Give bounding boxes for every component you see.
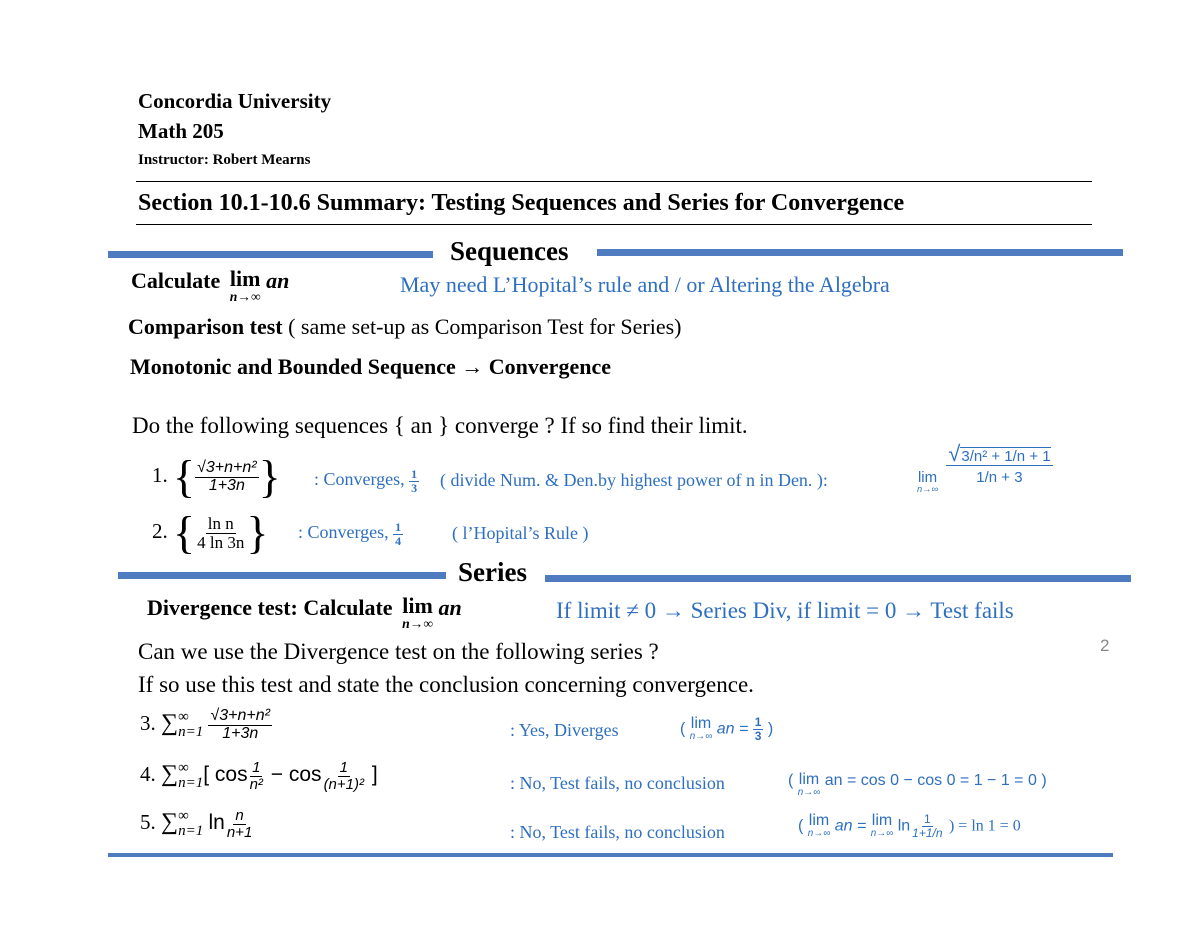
div-lim-word: lim: [402, 593, 433, 618]
item-4-sub: n=1: [178, 775, 204, 792]
item-3-fraction: [208, 708, 272, 743]
item-5-lim2-word: lim: [871, 812, 893, 829]
a-n: an: [266, 268, 290, 293]
item-3-lim-word: lim: [690, 715, 712, 732]
item-2-fraction: [195, 515, 246, 552]
item-3-numerator: √3+n+n²: [210, 707, 270, 724]
item-5-detail-num: 1: [923, 812, 931, 826]
lim-word: lim: [229, 266, 261, 291]
item-5-lim-sub: n→∞: [807, 828, 831, 839]
section-title: Section 10.1-10.6 Summary: Testing Sequences and Series for Convergence: [138, 190, 905, 216]
item-5-detail-den: 1+1/n: [912, 825, 943, 840]
right-brace-icon: }: [246, 507, 269, 558]
item-1-note: ( divide Num. & Den.by highest power of n in Den. ):: [440, 470, 828, 490]
item-4-f2-num: 1: [339, 759, 348, 776]
lim-subscript: n→∞: [229, 289, 261, 304]
calculate-line: [131, 268, 289, 304]
item-1-ans-num: 1: [411, 467, 418, 481]
sigma-icon: ∑: [161, 710, 179, 737]
course-name: Math 205: [138, 119, 224, 143]
item-3-detail-den: 3: [754, 728, 762, 743]
item-4-sup: ∞: [178, 760, 189, 777]
item-4-limits: [178, 761, 203, 791]
item-5-lim-word: lim: [808, 812, 830, 829]
item-1-lim-word: lim: [917, 469, 938, 486]
item-4-number: 4.: [140, 762, 156, 787]
item-1-lim-sub: n→∞: [917, 484, 939, 494]
series-heading: Series: [458, 557, 527, 587]
item-5-mid: an =: [834, 817, 871, 835]
header-rule-top: [136, 181, 1092, 182]
item-1-fraction: [195, 460, 259, 495]
item-3-detail-frac: [753, 716, 764, 742]
sequences-question: Do the following sequences { an } converge ? If so find their limit.: [132, 413, 748, 438]
sequences-bar-right: [597, 249, 1123, 256]
item-5-numerator: n: [235, 807, 244, 824]
item-4-close: ]: [366, 763, 378, 787]
item-5-detail-frac: [910, 813, 944, 839]
item-5-lim-2: [871, 813, 893, 839]
divergence-rule: If limit ≠ 0 → Series Div, if limit = 0 → Test fails: [556, 598, 1014, 623]
item-5-fraction: [225, 808, 254, 841]
sigma-icon: ∑: [161, 761, 179, 788]
item-2-answer: [298, 521, 403, 547]
item-1-limit-expression: [917, 440, 1053, 494]
item-5-sub: n=1: [178, 823, 204, 840]
series-bar-left: [118, 572, 446, 579]
item-1-number: 1.: [152, 462, 168, 487]
item-5-lim: [808, 813, 830, 839]
item-4-detail: [788, 772, 1047, 798]
item-4-minus: − cos: [264, 763, 322, 787]
series-question-1: Can we use the Divergence test on the following series ?: [138, 639, 659, 664]
sequences-heading: Sequences: [450, 236, 569, 266]
item-1-lim: [917, 470, 938, 494]
div-lim: [402, 595, 433, 631]
instructor-name: Instructor: Robert Mearns: [138, 152, 311, 168]
item-2-ans-num: 1: [395, 520, 402, 534]
item-4-lim-word: lim: [798, 771, 820, 788]
item-3-answer: : Yes, Diverges: [510, 720, 619, 740]
item-5-detail-ln: ln: [897, 817, 911, 835]
item-3-close: ): [767, 720, 774, 738]
item-4-detail-open: (: [788, 772, 794, 789]
item-4-f1-num: 1: [252, 759, 261, 776]
item-4-open: [ cos: [203, 763, 248, 787]
item-5-detail-open: (: [798, 817, 804, 835]
item-5-number: 5.: [140, 810, 156, 835]
item-2-answer-text: : Converges,: [298, 522, 389, 543]
item-5-lim2-sub: n→∞: [870, 828, 894, 839]
item-4-lim-sub: n→∞: [797, 787, 821, 798]
left-brace-icon: {: [173, 507, 196, 558]
item-4-frac-2: [322, 760, 366, 793]
sigma-icon: ∑: [161, 809, 179, 836]
item-4-answer: : No, Test fails, no conclusion: [510, 773, 725, 793]
header-rule-bottom: [136, 224, 1092, 225]
item-4-frac-1: [248, 760, 265, 793]
item-1-big-den: 1/n + 3: [976, 469, 1023, 487]
calculate-label: Calculate: [131, 268, 221, 293]
divergence-line: [147, 595, 462, 631]
item-3-sup: ∞: [178, 709, 189, 726]
item-5-detail-close: ) = ln 1 = 0: [948, 817, 1021, 835]
item-1-ans-den: 3: [411, 480, 418, 495]
item-2-number: 2.: [152, 518, 168, 543]
item-3-detail-num: 1: [754, 715, 762, 729]
item-2-numerator: ln n: [207, 513, 234, 533]
item-1-answer-text: : Converges,: [314, 469, 405, 490]
item-4-detail-rest: an = cos 0 − cos 0 = 1 − 1 = 0 ): [824, 772, 1047, 789]
left-brace-icon: {: [173, 451, 196, 502]
item-3-sub: n=1: [178, 724, 204, 741]
item-2-ans-den: 4: [395, 533, 402, 548]
series-item-4: [140, 760, 378, 793]
item-3-number: 3.: [140, 711, 156, 736]
item-3-limits: [178, 710, 203, 740]
bottom-bar: [108, 853, 1113, 857]
item-3-open: (: [680, 720, 686, 738]
item-5-answer: : No, Test fails, no conclusion: [510, 822, 725, 842]
series-bar-right: [545, 575, 1131, 582]
item-1-big-num: √3/n² + 1/n + 1: [948, 441, 1051, 466]
item-4-f2-den: (n+1)²: [323, 775, 364, 793]
item-5-detail: [798, 813, 1021, 839]
divergence-label: Divergence test: Calculate: [147, 595, 393, 620]
comparison-bold: Comparison test: [128, 314, 283, 339]
item-1-denominator: 1+3n: [208, 476, 245, 494]
sequences-bar-left: [108, 251, 433, 258]
item-1-big-fraction: [946, 440, 1052, 486]
item-3-lim: [690, 716, 712, 742]
item-5-limits: [178, 809, 203, 839]
comparison-line: [128, 314, 681, 340]
university-name: Concordia University: [138, 89, 332, 113]
item-4-f1-den: n²: [249, 775, 263, 793]
item-3-denominator: 1+3n: [222, 724, 259, 742]
monotonic-line: Monotonic and Bounded Sequence → Convergence: [130, 354, 611, 379]
item-2-note: ( l’Hopital’s Rule ): [452, 523, 589, 543]
item-5-ln: ln: [208, 811, 225, 835]
item-1-answer-frac: [409, 468, 419, 494]
page-number: 2: [1100, 636, 1110, 655]
item-2-answer-frac: [393, 521, 403, 547]
item-1-numerator: √3+n+n²: [197, 458, 257, 476]
series-item-5: [140, 808, 254, 841]
series-question-2: If so use this test and state the conclusion concerning convergence.: [138, 672, 754, 697]
lhopital-note: May need L’Hopital’s rule and / or Altering the Algebra: [400, 272, 890, 297]
item-5-denominator: n+1: [226, 823, 253, 841]
item-4-lim: [798, 772, 820, 798]
item-1-big-num-text: 3/n² + 1/n + 1: [961, 448, 1051, 465]
comparison-rest: ( same set-up as Comparison Test for Series): [282, 314, 682, 339]
item-2-denominator: 4 ln 3n: [197, 532, 245, 552]
div-a-n: an: [438, 595, 462, 620]
item-3-detail: [680, 716, 773, 742]
div-lim-sub: n→∞: [402, 616, 433, 631]
lim-expression: [230, 268, 261, 304]
item-5-sup: ∞: [178, 808, 189, 825]
series-item-3: [140, 708, 272, 743]
item-3-lim-sub: n→∞: [689, 731, 713, 742]
item-1-answer: [314, 468, 419, 494]
sequence-item-1: [152, 451, 281, 502]
sequence-item-2: [152, 507, 269, 558]
right-brace-icon: }: [258, 451, 281, 502]
item-3-mid: an =: [716, 720, 749, 738]
